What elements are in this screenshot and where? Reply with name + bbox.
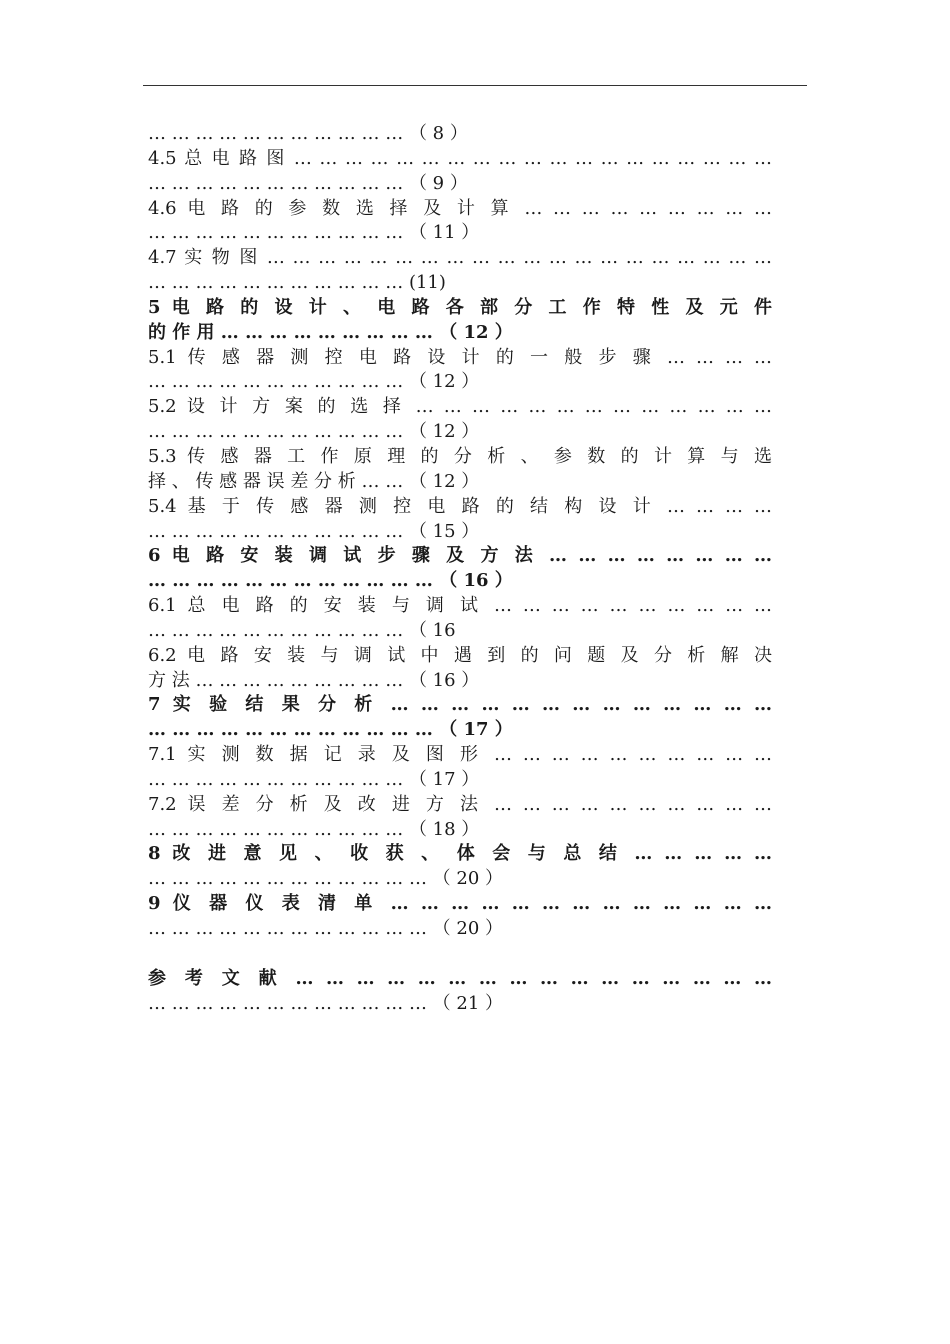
toc-line: … … … … … … … … … … … … （ 17 ） <box>148 719 513 741</box>
toc-line: 7.1 实 测 数 据 记 录 及 图 形 … … … … … … … … … … <box>148 744 772 766</box>
toc-line: 的 作 用 … … … … … … … … … （ 12 ） <box>148 321 513 343</box>
toc-line: 5.3 传 感 器 工 作 原 理 的 分 析 、 参 数 的 计 算 与 选 <box>148 445 772 467</box>
toc-line: … … … … … … … … … … … （ 18 ） <box>148 818 480 840</box>
toc-line: 9 仪 器 仪 表 清 单 … … … … … … … … … … … … … <box>148 893 772 915</box>
toc-line: … … … … … … … … … … … （ 15 ） <box>148 520 480 542</box>
header-rule <box>143 85 807 86</box>
toc-line: … … … … … … … … … … … … （ 20 ） <box>148 868 504 890</box>
toc-line: … … … … … … … … … … … （ 9 ） <box>148 172 468 194</box>
toc-line: … … … … … … … … … … … … （ 20 ） <box>148 918 504 939</box>
toc-line: 4.6 电 路 的 参 数 选 择 及 计 算 … … … … … … … … … <box>148 197 772 219</box>
toc-line: 参 考 文 献 … … … … … … … … … … … … … … … … <box>148 967 772 989</box>
toc-line: 5.4 基 于 传 感 器 测 控 电 路 的 结 构 设 计 … … … … <box>148 495 772 517</box>
toc-spacer <box>148 942 772 967</box>
toc-line: 7.2 误 差 分 析 及 改 进 方 法 … … … … … … … … … … <box>148 793 772 815</box>
toc-line: 5.2 设 计 方 案 的 选 择 … … … … … … … … … … … … … <box>148 396 772 418</box>
toc-line: 方 法 … … … … … … … … … （ 16 ） <box>148 669 480 691</box>
toc-line: 4.5 总 电 路 图 … … … … … … … … … … … … … … … … … … … <box>148 147 772 169</box>
toc-line: … … … … … … … … … … … (11) <box>148 272 446 294</box>
toc-line: 8 改 进 意 见 、 收 获 、 体 会 与 总 结 … … … … … <box>148 843 772 865</box>
toc-line: 择 、 传 感 器 误 差 分 析 … … （ 12 ） <box>148 470 480 492</box>
toc-line: … … … … … … … … … … … （ 11 ） <box>148 222 480 244</box>
toc-line: … … … … … … … … … … … （ 16 <box>148 619 456 641</box>
toc-line: 4.7 实 物 图 … … … … … … … … … … … … … … … … … … … … <box>148 247 772 269</box>
toc-line: … … … … … … … … … … … … （ 16 ） <box>148 570 513 592</box>
toc-line: … … … … … … … … … … … （ 17 ） <box>148 768 480 790</box>
toc-line: 5 电 路 的 设 计 、 电 路 各 部 分 工 作 特 性 及 元 件 <box>148 296 772 318</box>
toc-line: 6 电 路 安 装 调 试 步 骤 及 方 法 … … … … … … … … <box>148 545 772 567</box>
toc-line: 6.2 电 路 安 装 与 调 试 中 遇 到 的 问 题 及 分 析 解 决 <box>148 644 772 666</box>
toc-line: … … … … … … … … … … … （ 12 ） <box>148 421 480 443</box>
toc-line: … … … … … … … … … … … （ 8 ） <box>148 123 468 144</box>
table-of-contents <box>148 122 772 1016</box>
toc-line: … … … … … … … … … … … （ 12 ） <box>148 371 480 393</box>
toc-line: 7 实 验 结 果 分 析 … … … … … … … … … … … … … <box>148 694 772 716</box>
toc-line: 6.1 总 电 路 的 安 装 与 调 试 … … … … … … … … … … <box>148 595 772 617</box>
toc-line: … … … … … … … … … … … … （ 21 ） <box>148 992 504 1014</box>
toc-line: 5.1 传 感 器 测 控 电 路 设 计 的 一 般 步 骤 … … … … <box>148 346 772 368</box>
